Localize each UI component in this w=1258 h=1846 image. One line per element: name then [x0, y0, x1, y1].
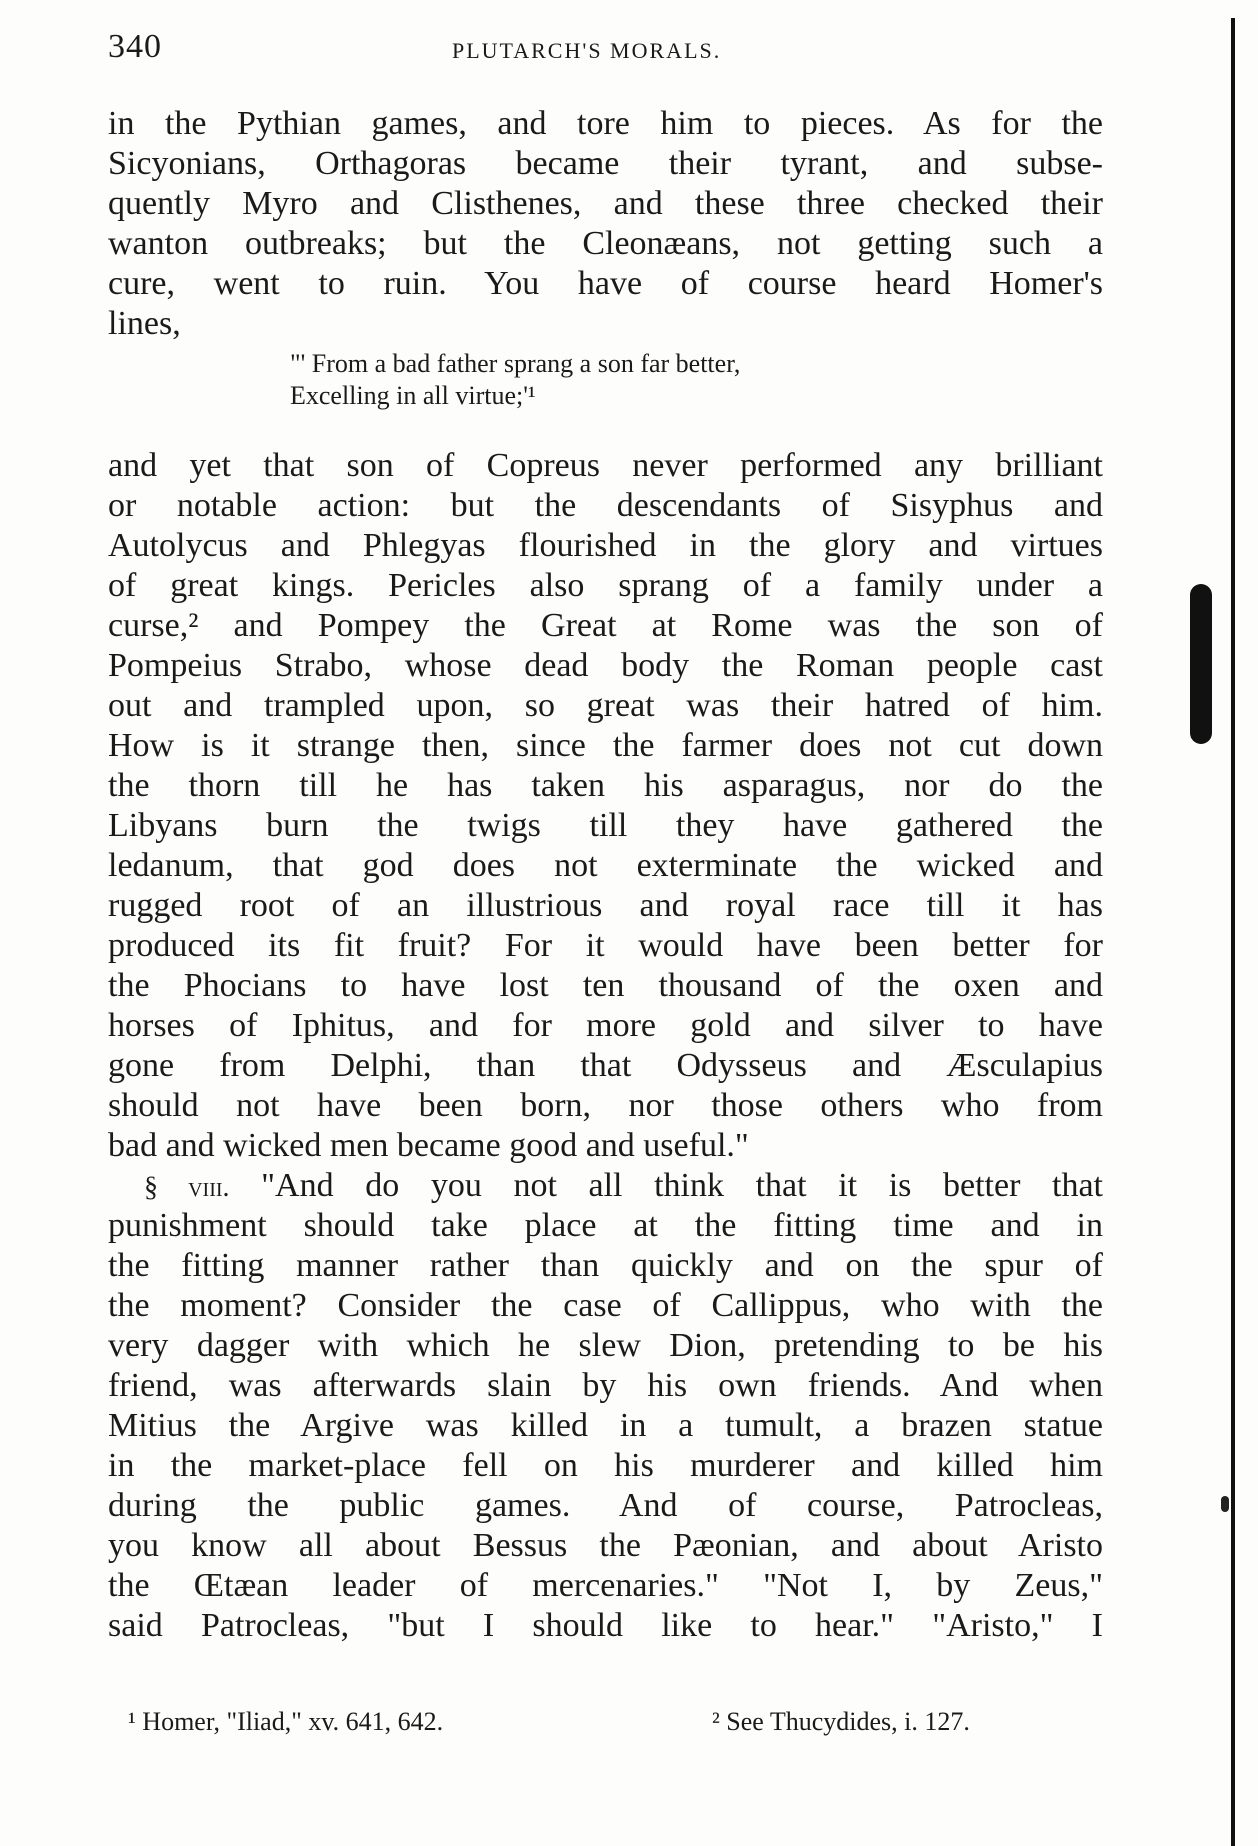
text-line: curse,² and Pompey the Great at Rome was the son of: [108, 607, 1103, 644]
text-line: Pompeius Strabo, whose dead body the Roman people cast: [108, 647, 1103, 684]
text-line: said Patrocleas, "but I should like to hear." "Aristo," I: [108, 1607, 1103, 1644]
page-edge-line: [1231, 18, 1235, 1846]
text-line: cure, went to ruin. You have of course heard Homer's: [108, 265, 1103, 302]
text-line: and yet that son of Copreus never performed any brilliant: [108, 447, 1103, 484]
text-line: produced its fit fruit? For it would have been better for: [108, 927, 1103, 964]
text-line: rugged root of an illustrious and royal race till it has: [108, 887, 1103, 924]
text-line: the Phocians to have lost ten thousand of the oxen and: [108, 967, 1103, 1004]
verse-quote: [290, 348, 1103, 412]
text-line: the thorn till he has taken his asparagus, nor do the: [108, 767, 1103, 804]
section-opening: "And do you not all think that it is better that: [261, 1167, 1103, 1204]
ink-blot: [1190, 584, 1212, 744]
text-line: in the Pythian games, and tore him to pieces. As for the: [108, 105, 1103, 142]
text-line: of great kings. Pericles also sprang of a family under a: [108, 567, 1103, 604]
paragraph-2: [108, 446, 1103, 1166]
running-head: PLUTARCH'S MORALS.: [452, 38, 722, 63]
text-line: quently Myro and Clisthenes, and these three checked their: [108, 185, 1103, 222]
text-line: the fitting manner rather than quickly and on the spur of: [108, 1247, 1103, 1284]
page-header: [108, 24, 1103, 74]
text-line: Sicyonians, Orthagoras became their tyrant, and subse-: [108, 145, 1103, 182]
text-line: How is it strange then, since the farmer does not cut down: [108, 727, 1103, 764]
body-text: [108, 104, 1103, 1646]
page-number: 340: [108, 28, 162, 65]
text-line: Libyans burn the twigs till they have gathered the: [108, 807, 1103, 844]
footnote-1: ¹ Homer, "Iliad," xv. 641, 642.: [128, 1707, 444, 1736]
text-line: gone from Delphi, than that Odysseus and Æsculapius: [108, 1047, 1103, 1084]
text-line: very dagger with which he slew Dion, pretending to be his: [108, 1327, 1103, 1364]
text-line: punishment should take place at the fitting time and in: [108, 1207, 1103, 1244]
paragraph-3: [108, 1166, 1103, 1646]
ink-spot: [1221, 1496, 1229, 1512]
text-line: wanton outbreaks; but the Cleonæans, not getting such a: [108, 225, 1103, 262]
text-line: in the market-place fell on his murderer and killed him: [108, 1447, 1103, 1484]
text-line: bad and wicked men became good and useful.": [108, 1127, 749, 1164]
text-line: the moment? Consider the case of Callippus, who with the: [108, 1287, 1103, 1324]
text-line: out and trampled upon, so great was their hatred of him.: [108, 687, 1103, 724]
text-line: during the public games. And of course, Patrocleas,: [108, 1487, 1103, 1524]
footnote-2: ² See Thucydides, i. 127.: [712, 1707, 970, 1736]
section-mark: § viii.: [144, 1172, 230, 1203]
text-line: [108, 1166, 1103, 1206]
text-line: friend, was afterwards slain by his own friends. And when: [108, 1367, 1103, 1404]
paragraph-1: [108, 104, 1103, 344]
text-line: or notable action: but the descendants of Sisyphus and: [108, 487, 1103, 524]
text-line: you know all about Bessus the Pæonian, and about Aristo: [108, 1527, 1103, 1564]
text-line: the Œtæan leader of mercenaries." "Not I, by Zeus,": [108, 1567, 1103, 1604]
text-line: horses of Iphitus, and for more gold and silver to have: [108, 1007, 1103, 1044]
text-line: ledanum, that god does not exterminate the wicked and: [108, 847, 1103, 884]
text-line: Mitius the Argive was killed in a tumult, a brazen statue: [108, 1407, 1103, 1444]
quote-line: "' From a bad father sprang a son far better,: [290, 349, 741, 378]
quote-line: Excelling in all virtue;'¹: [290, 381, 536, 410]
text-line: should not have been born, nor those others who from: [108, 1087, 1103, 1124]
text-line: lines,: [108, 305, 181, 342]
text-line: Autolycus and Phlegyas flourished in the glory and virtues: [108, 527, 1103, 564]
